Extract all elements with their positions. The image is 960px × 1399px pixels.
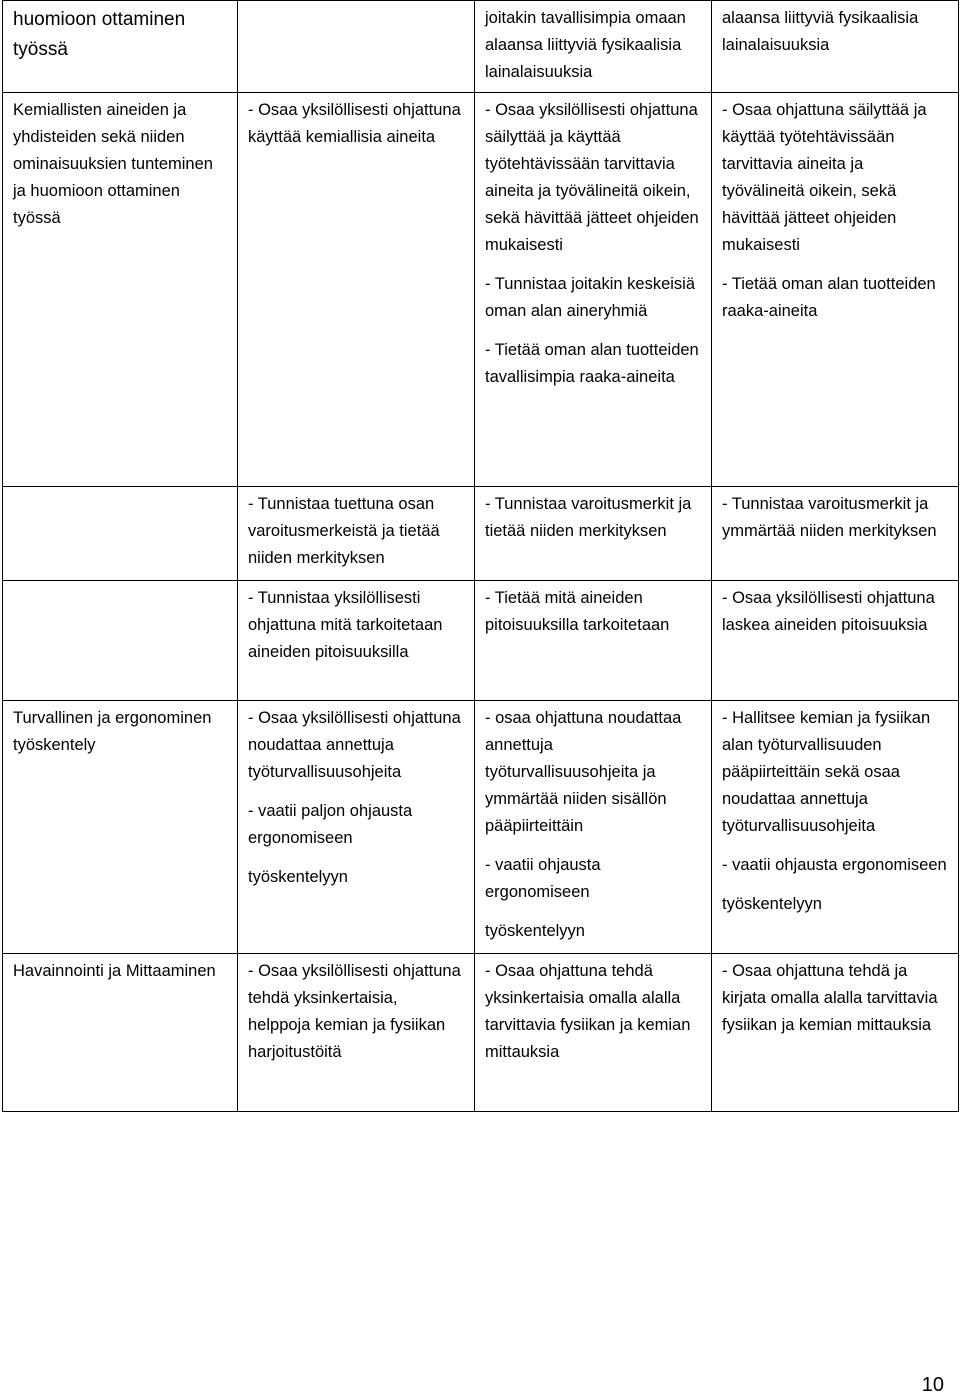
row3-level1-text: - Tunnistaa yksilöllisesti ohjattuna mitä tarkoitetaan aineiden pitoisuuksilla xyxy=(248,589,443,661)
cell-row0-level3 xyxy=(712,1,959,93)
cell-row2-level2 xyxy=(475,487,712,581)
cell-row4-level2 xyxy=(475,701,712,954)
row1-topic-text: Kemiallisten aineiden ja yhdisteiden sekä niiden ominaisuuksien tunteminen ja huomioon ottaminen työssä xyxy=(13,101,213,227)
cell-row1-level3 xyxy=(712,93,959,487)
cell-row1-topic xyxy=(3,93,238,487)
row1-level1-text: - Osaa yksilöllisesti ohjattuna käyttää kemiallisia aineita xyxy=(248,101,461,146)
cell-row2-level3 xyxy=(712,487,959,581)
page-number: 10 xyxy=(921,1374,944,1396)
row5-level3-text: - Osaa ohjattuna tehdä ja kirjata omalla alalla tarvittavia fysiikan ja kemian mittauksia xyxy=(722,962,938,1034)
row4-level1-text-1: - Osaa yksilöllisesti ohjattuna noudattaa annettuja työturvallisuusohjeita xyxy=(248,709,461,781)
cell-row3-level1 xyxy=(238,581,475,701)
cell-row3-level2 xyxy=(475,581,712,701)
row4-level2-text-1: - osaa ohjattuna noudattaa annettuja työturvallisuusohjeita ja ymmärtää niiden sisällön pääpiirteittäin xyxy=(485,709,682,835)
row5-level1-text: - Osaa yksilöllisesti ohjattuna tehdä yksinkertaisia, helppoja kemian ja fysiikan harjoitustöitä xyxy=(248,962,461,1061)
row0-level3-text: alaansa liittyviä fysikaalisia lainalaisuuksia xyxy=(722,9,919,54)
cell-row2-level1 xyxy=(238,487,475,581)
row0-topic-text: huomioon ottaminen työssä xyxy=(13,9,186,60)
row1-level2-text-1: - Osaa yksilöllisesti ohjattuna säilyttää ja käyttää työtehtävissään tarvittavia aineita ja työvälineitä oikein, sekä hävittää jätteet ohjeiden mukaisesti xyxy=(485,101,699,254)
cell-row0-level2 xyxy=(475,1,712,93)
row3-level3-text: - Osaa yksilöllisesti ohjattuna laskea aineiden pitoisuuksia xyxy=(722,589,935,634)
cell-row1-level2 xyxy=(475,93,712,487)
table-row-concentrations xyxy=(3,581,959,701)
row4-level1-text-2: - vaatii paljon ohjausta ergonomiseen xyxy=(248,802,413,847)
row4-level3-text-1: - Hallitsee kemian ja fysiikan alan työturvallisuuden pääpiirteittäin sekä osaa noudattaa annettuja työturvallisuusohjeita xyxy=(722,709,931,835)
criteria-table xyxy=(2,0,959,1112)
row5-level2-text: - Osaa ohjattuna tehdä yksinkertaisia omalla alalla tarvittavia fysiikan ja kemian mittauksia xyxy=(485,962,691,1061)
cell-row0-topic xyxy=(3,1,238,93)
table-row-measurement xyxy=(3,954,959,1112)
table-row-safety xyxy=(3,701,959,954)
row4-level2-text-2: - vaatii ohjausta ergonomiseen xyxy=(485,856,601,901)
row4-topic-text: Turvallinen ja ergonominen työskentely xyxy=(13,709,212,754)
row1-level3-text-1: - Osaa ohjattuna säilyttää ja käyttää työtehtävissään tarvittavia aineita ja työvälineitä oikein, sekä hävittää jätteet ohjeiden mukaisesti xyxy=(722,101,927,254)
row1-level2-text-3: - Tietää oman alan tuotteiden tavallisimpia raaka-aineita xyxy=(485,341,699,386)
cell-row5-level3 xyxy=(712,954,959,1112)
row4-level3-text-3: työskentelyyn xyxy=(722,895,822,913)
cell-row5-level2 xyxy=(475,954,712,1112)
row4-level1-text-3: työskentelyyn xyxy=(248,868,348,886)
row4-level3-text-2: - vaatii ohjausta ergonomiseen xyxy=(722,856,947,874)
table-row-continuation xyxy=(3,1,959,93)
row2-level3-text: - Tunnistaa varoitusmerkit ja ymmärtää niiden merkityksen xyxy=(722,495,937,540)
cell-row3-level3 xyxy=(712,581,959,701)
cell-row4-topic xyxy=(3,701,238,954)
cell-row2-topic xyxy=(3,487,238,581)
cell-row4-level1 xyxy=(238,701,475,954)
cell-row1-level1 xyxy=(238,93,475,487)
table-row-warning-signs xyxy=(3,487,959,581)
row0-level2-text: joitakin tavallisimpia omaan alaansa liittyviä fysikaalisia lainalaisuuksia xyxy=(485,9,686,81)
row3-level2-text: - Tietää mitä aineiden pitoisuuksilla tarkoitetaan xyxy=(485,589,670,634)
cell-row5-level1 xyxy=(238,954,475,1112)
cell-row3-topic xyxy=(3,581,238,701)
row1-level2-text-2: - Tunnistaa joitakin keskeisiä oman alan aineryhmiä xyxy=(485,275,696,320)
cell-row5-topic xyxy=(3,954,238,1112)
row5-topic-text: Havainnointi ja Mittaaminen xyxy=(13,962,216,980)
row4-level2-text-3: työskentelyyn xyxy=(485,922,585,940)
row1-level3-text-2: - Tietää oman alan tuotteiden raaka-aineita xyxy=(722,275,936,320)
cell-row4-level3 xyxy=(712,701,959,954)
cell-row0-level1 xyxy=(238,1,475,93)
row2-level2-text: - Tunnistaa varoitusmerkit ja tietää niiden merkityksen xyxy=(485,495,692,540)
table-row-chemistry xyxy=(3,93,959,487)
row2-level1-text: - Tunnistaa tuettuna osan varoitusmerkeistä ja tietää niiden merkityksen xyxy=(248,495,440,567)
